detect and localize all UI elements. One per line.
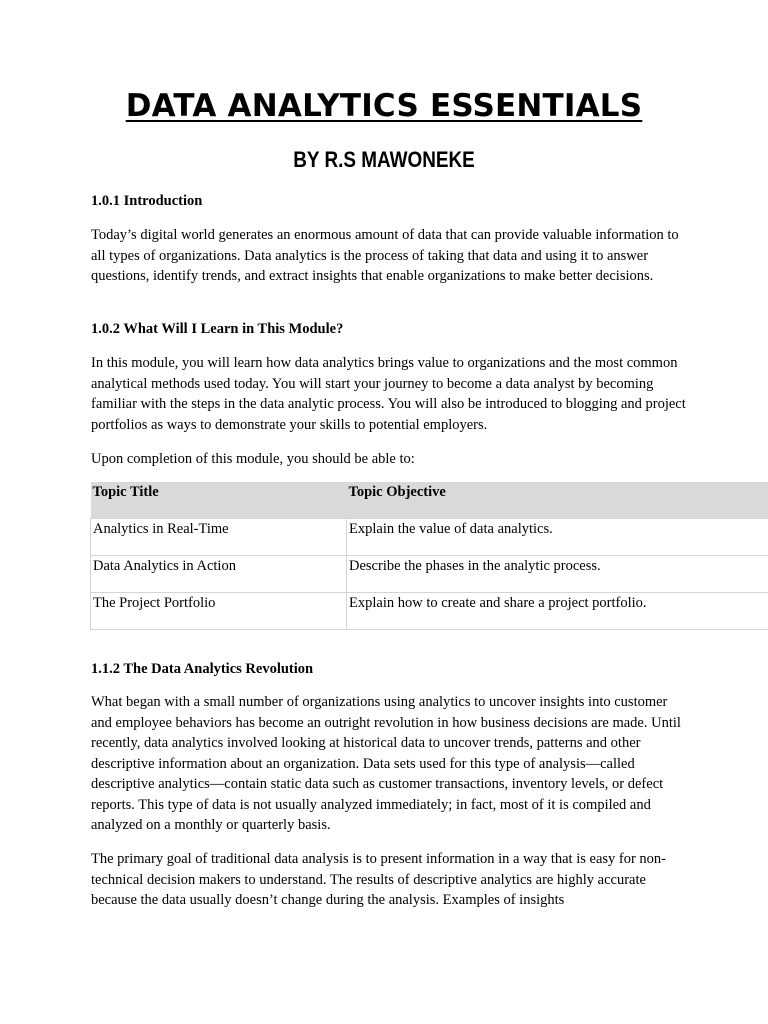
section-heading-learn: 1.0.2 What Will I Learn in This Module? <box>91 321 344 337</box>
table-header-row <box>91 482 768 519</box>
table-cell: The Project Portfolio <box>91 593 347 630</box>
section-heading-introduction: 1.0.1 Introduction <box>91 193 203 209</box>
learn-paragraph: In this module, you will learn how data analytics brings value to organizations and the most common analytical methods used today. You will start your journey to become a data analyst by becoming familiar with the steps in the data analytic process. You will also be introduced to blogging and project portfolios as ways to demonstrate your skills to potential employers. <box>91 355 686 433</box>
table-header-cell: Topic Title <box>91 482 347 519</box>
table-cell: Data Analytics in Action <box>91 556 347 593</box>
introduction-paragraph: Today’s digital world generates an enormous amount of data that can provide valuable information to all types of organizations. Data analytics is the process of taking that data and using it to answer questions, identify trends, and extract insights that enable organizations to make better decisions. <box>91 227 679 284</box>
table-cell: Explain the value of data analytics. <box>347 519 768 556</box>
table-header-cell: Topic Objective <box>347 482 768 519</box>
section-heading-revolution: 1.1.2 The Data Analytics Revolution <box>91 661 314 677</box>
document-author: BY R.S MAWONEKE <box>293 147 475 172</box>
topic-table <box>90 482 768 630</box>
revolution-paragraph-1: What began with a small number of organizations using analytics to uncover insights into customer and employee behaviors has become an outright revolution in how business decisions are made. Until recently, data analytics involved looking at historical data to uncover trends, patterns and other descriptive information about an organization. Data sets used for this type of analysis—called descriptive analytics—contain static data such as customer transactions, inventory levels, or defect reports. This type of data is not usually analyzed immediately; in fact, most of it is compiled and analyzed on a monthly or quarterly basis. <box>91 694 681 833</box>
table-row <box>91 519 768 556</box>
table-row <box>91 556 768 593</box>
table-cell: Explain how to create and share a project portfolio. <box>347 593 768 630</box>
table-row <box>91 593 768 630</box>
table-cell: Analytics in Real-Time <box>91 519 347 556</box>
document-title: DATA ANALYTICS ESSENTIALS <box>125 88 643 124</box>
table-cell: Describe the phases in the analytic process. <box>347 556 768 593</box>
revolution-paragraph-2: The primary goal of traditional data analysis is to present information in a way that is easy for non-technical decision makers to understand. The results of descriptive analytics are highly accurate because the data usually doesn’t change during the analysis. Examples of insights <box>91 851 667 908</box>
completion-paragraph: Upon completion of this module, you should be able to: <box>91 451 415 467</box>
